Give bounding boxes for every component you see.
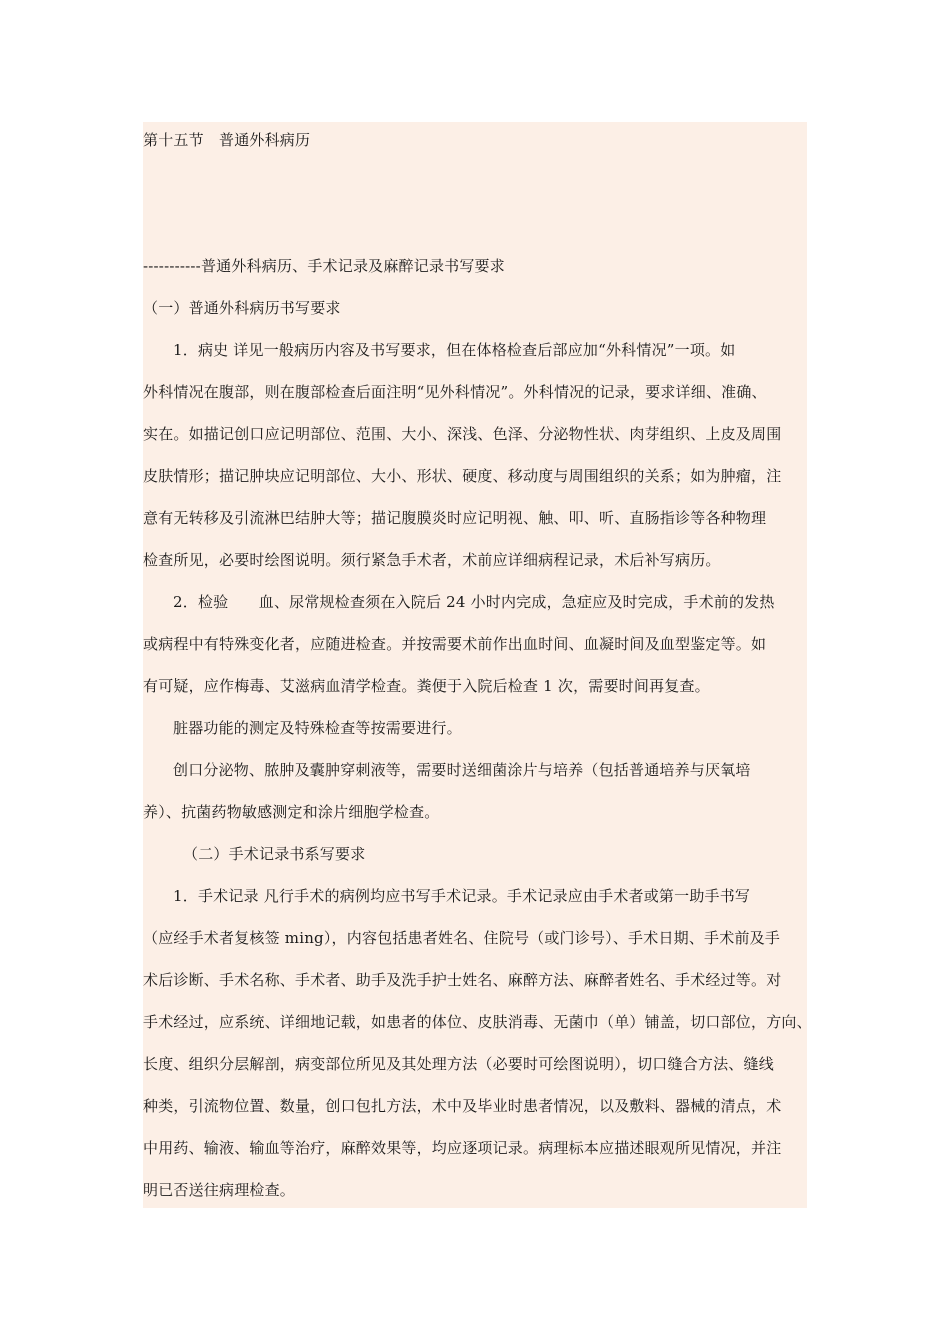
paragraph-line: 1．病史 详见一般病历内容及书写要求，但在体格检查后部应加“外科情况”一项。如 [173,341,736,359]
paragraph-line: 意有无转移及引流淋巴结肿大等；描记腹膜炎时应记明视、触、叩、听、直肠指诊等各种物理 [143,509,767,527]
paragraph-line: 手术经过，应系统、详细地记载，如患者的体位、皮肤消毒、无菌巾（单）铺盖，切口部位，方向、 [143,1013,812,1031]
paragraph-line: 长度、组织分层解剖，病变部位所见及其处理方法（必要时可绘图说明），切口缝合方法、缝线 [143,1055,774,1073]
paragraph-line: 检查所见，必要时绘图说明。须行紧急手术者，术前应详细病程记录，术后补写病历。 [143,551,721,569]
paragraph-line: 外科情况在腹部，则在腹部检查后面注明“见外科情况”。外科情况的记录，要求详细、准确、 [143,383,767,401]
paragraph-line: 创口分泌物、脓肿及囊肿穿刺液等，需要时送细菌涂片与培养（包括普通培养与厌氧培 [173,761,751,779]
paragraph-line: 1．手术记录 凡行手术的病例均应书写手术记录。手术记录应由手术者或第一助手书写 [173,887,751,905]
paragraph-line: 脏器功能的测定及特殊检查等按需要进行。 [173,719,462,737]
paragraph-line: 明已否送往病理检查。 [143,1181,296,1199]
paragraph-line: （应经手术者复核签 ming），内容包括患者姓名、住院号（或门诊号）、手术日期、手术前及手 [143,929,781,947]
document-body [143,122,812,1208]
paragraph-line: 有可疑，应作梅毒、艾滋病血清学检查。粪便于入院后检查 1 次，需要时间再复查。 [143,677,710,695]
section-title: 第十五节 普通外科病历 [143,131,311,149]
paragraph-line: 中用药、输液、输血等治疗，麻醉效果等，均应逐项记录。病理标本应描述眼观所见情况，并注 [143,1139,782,1157]
heading-general-surgery-record: （一）普通外科病历书写要求 [143,299,341,317]
heading-surgery-record: （二）手术记录书系写要求 [183,845,366,863]
paragraph-line: 皮肤情形；描记肿块应记明部位、大小、形状、硬度、移动度与周围组织的关系；如为肿瘤，注 [143,467,782,485]
paragraph-line: 术后诊断、手术名称、手术者、助手及洗手护士姓名、麻醉方法、麻醉者姓名、手术经过等。对 [143,971,782,989]
paragraph-line: 养）、抗菌药物敏感测定和涂片细胞学检查。 [143,803,440,821]
paragraph-line: 种类，引流物位置、数量，创口包扎方法，术中及毕业时患者情况，以及敷料、器械的清点，术 [143,1097,782,1115]
paragraph-line: 实在。如描记创口应记明部位、范围、大小、深浅、色泽、分泌物性状、肉芽组织、上皮及周围 [143,425,782,443]
paragraph-line: 或病程中有特殊变化者，应随进检查。并按需要术前作出血时间、血凝时间及血型鉴定等。如 [143,635,767,653]
subtitle: -----------普通外科病历、手术记录及麻醉记录书写要求 [143,257,505,275]
paragraph-line: 2．检验 血、尿常规检查须在入院后 24 小时内完成，急症应及时完成，手术前的发热 [173,593,775,611]
